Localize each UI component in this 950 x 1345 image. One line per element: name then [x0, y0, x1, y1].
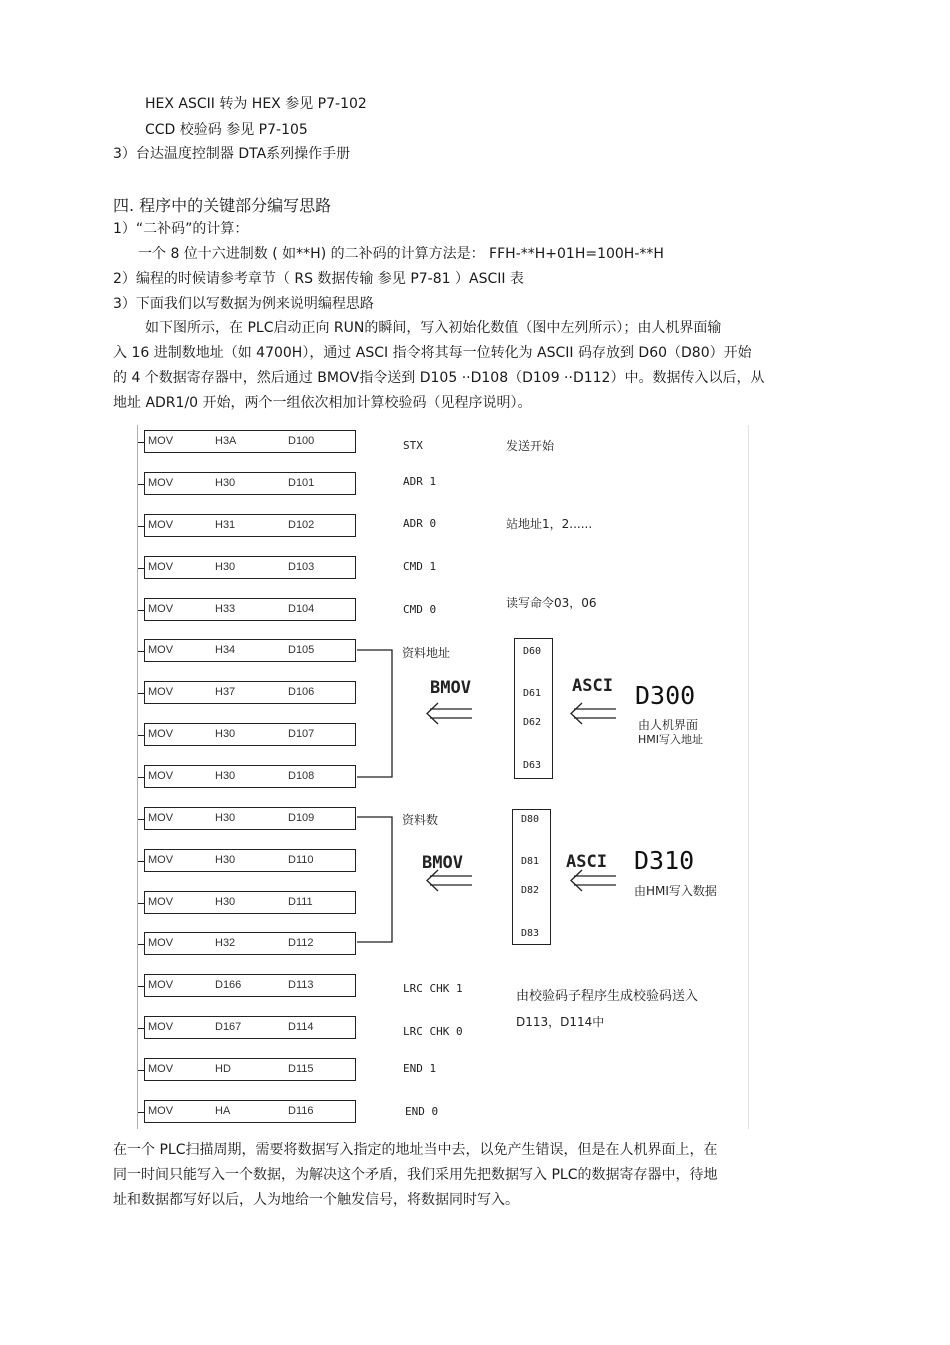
bmov-label-1: BMOV	[430, 678, 471, 698]
closing-line-3: 址和数据都写好以后，人为地给一个触发信号，将数据同时写入。	[113, 1192, 519, 1208]
instruction-row	[144, 1058, 356, 1081]
bracket-data-count	[357, 817, 392, 942]
instruction-src: D166	[215, 979, 242, 991]
paragraph-line-4: 地址 ADR1/0 开始，两个一组依次相加计算校验码（见程序说明）。	[113, 395, 532, 411]
instruction-dst: D105	[288, 644, 315, 656]
instruction-row	[144, 514, 356, 537]
instruction-src: HA	[215, 1105, 231, 1117]
instruction-op: MOV	[148, 854, 174, 866]
instruction-op: MOV	[148, 979, 174, 991]
label-lrc-chk-1: LRC CHK 1	[403, 982, 463, 995]
intro-line-hex: HEX ASCII 转为 HEX 参见 P7-102	[145, 96, 367, 112]
instruction-src: H30	[215, 770, 236, 782]
instruction-dst: D103	[288, 561, 315, 573]
instruction-op: MOV	[148, 603, 174, 615]
note-send-start: 发送开始	[506, 439, 555, 453]
instruction-row	[144, 807, 356, 830]
instruction-src: H30	[215, 896, 236, 908]
asci-label-2: ASCI	[566, 852, 607, 872]
stack-reg: D63	[523, 760, 542, 771]
instruction-src: H30	[215, 477, 236, 489]
instruction-src: H30	[215, 854, 236, 866]
instruction-src: H32	[215, 937, 236, 949]
instruction-row	[144, 1100, 356, 1123]
paragraph-line-3: 的 4 个数据寄存器中，然后通过 BMOV指令送到 D105 ··D108（D109 ··D112）中。数据传入以后，从	[113, 370, 765, 386]
instruction-row	[144, 598, 356, 621]
bmov-label-2: BMOV	[422, 853, 463, 873]
stack-reg: D82	[521, 885, 540, 896]
instruction-src: H30	[215, 728, 236, 740]
instruction-src: HD	[215, 1063, 231, 1075]
instruction-op: MOV	[148, 937, 174, 949]
stack-reg: D81	[521, 856, 540, 867]
instruction-row	[144, 891, 356, 914]
register-stack-d60	[514, 638, 553, 779]
note-addr-hmi-2: HMI写入地址	[638, 733, 704, 746]
label-adr-0: ADR 0	[403, 517, 437, 530]
note-lrc-1: 由校验码子程序生成校验码送入	[516, 989, 699, 1004]
paragraph-line-2: 入 16 进制数地址（如 4700H），通过 ASCI 指令将其每一位转化为 ASCII 码存放到 D60（D80）开始	[113, 345, 752, 361]
instruction-src: H30	[215, 812, 236, 824]
instruction-row	[144, 765, 356, 788]
stack-reg: D61	[523, 688, 542, 699]
stack-reg: D83	[521, 928, 540, 939]
instruction-op: MOV	[148, 1105, 174, 1117]
instruction-dst: D112	[288, 937, 314, 949]
instruction-row	[144, 1016, 356, 1039]
note-station-address: 站地址1，2......	[506, 517, 593, 531]
instruction-op: MOV	[148, 561, 174, 573]
instruction-row	[144, 849, 356, 872]
instruction-dst: D102	[288, 519, 315, 531]
instruction-src: H30	[215, 561, 236, 573]
instruction-op: MOV	[148, 686, 174, 698]
label-cmd-1: CMD 1	[403, 560, 437, 573]
instruction-row	[144, 472, 356, 495]
label-end-0: END 0	[405, 1105, 439, 1118]
note-addr-hmi: 由人机界面	[638, 718, 699, 732]
instruction-dst: D115	[288, 1063, 314, 1075]
source-register-d310: D310	[634, 846, 695, 875]
source-register-d300: D300	[635, 681, 696, 710]
bracket-data-address	[357, 650, 392, 777]
item-1-text: 一个 8 位十六进制数 ( 如**H) 的二补码的计算方法是： FFH-**H+01H=100H-**H	[138, 246, 664, 262]
instruction-dst: D107	[288, 728, 315, 740]
instruction-row	[144, 430, 356, 453]
instruction-dst: D109	[288, 812, 315, 824]
instruction-dst: D108	[288, 770, 315, 782]
instruction-dst: D101	[288, 477, 315, 489]
note-data-address: 资料地址	[402, 646, 451, 660]
note-data-hmi: 由HMI写入数据	[634, 884, 717, 898]
asci-label-1: ASCI	[572, 676, 613, 696]
instruction-row	[144, 974, 356, 997]
stack-reg: D80	[521, 814, 540, 825]
label-adr-1: ADR 1	[403, 475, 437, 488]
instruction-dst: D106	[288, 686, 315, 698]
instruction-dst: D111	[288, 896, 313, 908]
instruction-op: MOV	[148, 896, 174, 908]
stack-reg: D62	[523, 717, 542, 728]
label-cmd-0: CMD 0	[403, 603, 437, 616]
label-lrc-chk-0: LRC CHK 0	[403, 1025, 463, 1038]
instruction-op: MOV	[148, 477, 174, 489]
instruction-dst: D110	[288, 854, 314, 866]
item-1: 1）“二补码”的计算：	[113, 221, 249, 237]
intro-line-ccd: CCD 校验码 参见 P7-105	[145, 122, 308, 138]
instruction-src: H3A	[215, 435, 237, 447]
instruction-op: MOV	[148, 728, 174, 740]
instruction-op: MOV	[148, 812, 174, 824]
instruction-src: H33	[215, 603, 236, 615]
instruction-src: H37	[215, 686, 236, 698]
paragraph-line-1: 如下图所示，在 PLC启动正向 RUN的瞬间，写入初始化数值（图中左列所示）；由人机界面输	[145, 320, 722, 336]
instruction-row	[144, 639, 356, 662]
instruction-dst: D116	[288, 1105, 314, 1117]
item-3: 3）下面我们以写数据为例来说明编程思路	[113, 296, 374, 312]
instruction-row	[144, 723, 356, 746]
instruction-op: MOV	[148, 1063, 174, 1075]
ladder-program-figure	[137, 425, 749, 1129]
note-data-count: 资料数	[402, 813, 439, 827]
instruction-row	[144, 556, 356, 579]
instruction-dst: D100	[288, 435, 315, 447]
item-2: 2）编程的时候请参考章节（ RS 数据传输 参见 P7-81 ）ASCII 表	[113, 271, 524, 287]
instruction-op: MOV	[148, 1021, 174, 1033]
intro-line-dta: 3）台达温度控制器 DTA系列操作手册	[113, 146, 351, 162]
label-end-1: END 1	[403, 1062, 437, 1075]
instruction-op: MOV	[148, 644, 174, 656]
instruction-row	[144, 681, 356, 704]
instruction-row	[144, 932, 356, 955]
stack-reg: D60	[523, 646, 542, 657]
note-rw-command: 读写命令03，06	[506, 596, 597, 610]
instruction-src: H34	[215, 644, 236, 656]
closing-line-1: 在一个 PLC扫描周期，需要将数据写入指定的地址当中去，以免产生错误，但是在人机界面上，在	[113, 1142, 718, 1158]
instruction-src: D167	[215, 1021, 242, 1033]
label-stx: STX	[403, 439, 423, 452]
instruction-src: H31	[215, 519, 236, 531]
section-heading: 四. 程序中的关键部分编写思路	[113, 196, 332, 215]
instruction-op: MOV	[148, 770, 174, 782]
instruction-dst: D104	[288, 603, 315, 615]
instruction-op: MOV	[148, 519, 174, 531]
instruction-op: MOV	[148, 435, 174, 447]
note-lrc-2: D113，D114中	[516, 1015, 605, 1029]
instruction-dst: D114	[288, 1021, 314, 1033]
closing-line-2: 同一时间只能写入一个数据，为解决这个矛盾，我们采用先把数据写入 PLC的数据寄存器中，待地	[113, 1167, 718, 1183]
instruction-dst: D113	[288, 979, 314, 991]
register-stack-d80	[512, 809, 551, 945]
